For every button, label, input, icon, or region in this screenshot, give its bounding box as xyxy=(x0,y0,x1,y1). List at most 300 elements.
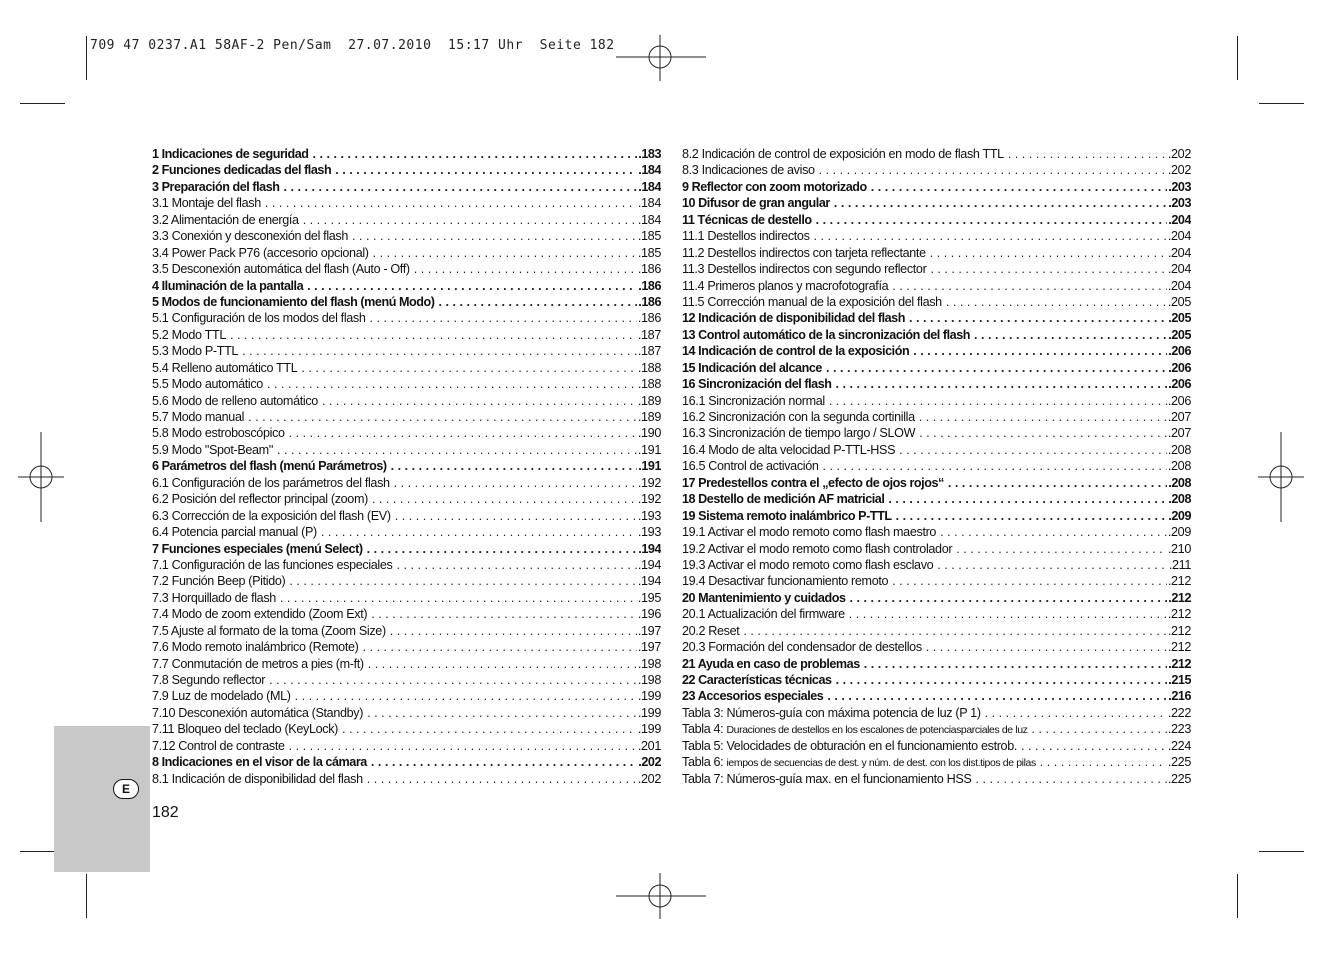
toc-dot-leader xyxy=(242,343,637,359)
toc-entry-title: 8.1 Indicación de disponibilidad del flash xyxy=(152,771,363,786)
toc-entry-title: 3.3 Conexión y desconexión del flash xyxy=(152,229,349,244)
toc-entry-page: .201 xyxy=(637,738,661,753)
toc-entry-title: Tabla 6: xyxy=(682,755,727,770)
toc-entry-page: .206 xyxy=(1168,344,1191,359)
toc-dot-leader xyxy=(930,245,1167,261)
toc-entry-title: 7.10 Desconexión automática (Standby) xyxy=(152,705,364,720)
toc-entry-title: 8.3 Indicaciones de aviso xyxy=(682,163,815,178)
toc-dot-leader xyxy=(371,754,637,770)
toc-dot-leader xyxy=(948,475,1167,491)
toc-entry-page: .223 xyxy=(1167,722,1191,737)
toc-entry-page: .191 xyxy=(638,459,661,474)
toc-entry[interactable] xyxy=(682,195,1191,211)
toc-entry-page: .208 xyxy=(1168,492,1191,507)
toc-entry-title: 16.2 Sincronización con la segunda cortinilla xyxy=(682,410,915,424)
toc-entry-page: .225 xyxy=(1167,771,1191,786)
toc-dot-leader xyxy=(937,557,1168,573)
toc-entry-page: .197 xyxy=(637,623,661,638)
toc-dot-leader xyxy=(301,360,636,376)
toc-entry[interactable] xyxy=(152,294,661,310)
toc-dot-leader xyxy=(397,557,637,573)
toc-entry-title: 5.3 Modo P-TTL xyxy=(152,344,239,359)
toc-dot-leader xyxy=(985,705,1167,721)
toc-dot-leader xyxy=(899,442,1167,458)
toc-dot-leader xyxy=(370,310,637,326)
toc-entry-page: .211 xyxy=(1168,557,1191,572)
toc-entry-page: .188 xyxy=(637,377,661,392)
toc-entry[interactable] xyxy=(152,393,661,409)
toc-entry-title: 8 Indicaciones en el visor de la cámara xyxy=(152,755,367,770)
toc-entry-title: 19.4 Desactivar funcionamiento remoto xyxy=(682,574,889,589)
toc-entry[interactable] xyxy=(152,524,661,540)
toc-entry-title: 3.5 Desconexión automática del flash (Auto - Off) xyxy=(152,262,410,277)
toc-dot-leader xyxy=(849,606,1167,622)
toc-entry-page: .184 xyxy=(638,179,661,194)
toc-dot-leader xyxy=(871,179,1168,195)
toc-dot-leader xyxy=(230,327,637,343)
toc-entry-page: .198 xyxy=(637,673,661,687)
toc-entry-title: 4 Iluminación de la pantalla xyxy=(152,278,304,293)
toc-column-left xyxy=(152,146,661,787)
toc-dot-leader xyxy=(836,672,1168,688)
toc-entry-page: .209 xyxy=(1168,508,1191,523)
toc-entry[interactable] xyxy=(682,245,1191,261)
toc-entry-page: .202 xyxy=(1167,163,1191,178)
toc-entry-title-small: iempos de secuencias de dest. y núm. de dest. con los dist.tipos de pilas xyxy=(726,757,1036,770)
toc-entry[interactable] xyxy=(152,425,661,441)
toc-entry[interactable] xyxy=(682,508,1191,524)
toc-entry-title: 20 Mantenimiento y cuidados xyxy=(682,590,846,605)
toc-entry-title: 5 Modos de funcionamiento del flash (menú Modo) xyxy=(152,294,435,309)
toc-dot-leader xyxy=(919,409,1167,425)
toc-entry[interactable] xyxy=(152,162,661,178)
toc-entry[interactable] xyxy=(152,261,661,277)
toc-entry-page: .193 xyxy=(637,508,661,523)
toc-entry-title: 16.5 Control de activación xyxy=(682,459,819,474)
toc-dot-leader xyxy=(974,327,1167,343)
toc-entry-title: Tabla 5: Velocidades de obturación en el funcionamiento estrob. xyxy=(682,738,1018,753)
toc-dot-leader xyxy=(362,639,636,655)
toc-entry[interactable] xyxy=(152,343,661,359)
toc-dot-leader xyxy=(930,261,1166,277)
toc-entry-title: 22 Características técnicas xyxy=(682,673,832,687)
toc-entry[interactable] xyxy=(682,590,1191,606)
toc-dot-leader xyxy=(371,606,637,622)
toc-entry[interactable] xyxy=(682,376,1191,392)
toc-dot-leader xyxy=(335,162,637,178)
toc-entry[interactable] xyxy=(152,771,661,787)
toc-entry[interactable] xyxy=(682,425,1191,441)
toc-entry-page: .215 xyxy=(1168,673,1191,687)
toc-entry-title: 17 Predestellos contra el „efecto de ojos rojos“ xyxy=(682,475,944,490)
toc-entry-page: .212 xyxy=(1167,574,1191,589)
toc-dot-leader xyxy=(303,212,637,228)
toc-dot-leader xyxy=(819,162,1167,178)
toc-dot-leader xyxy=(439,294,638,310)
toc-entry-title: 19.3 Activar el modo remoto como flash esclavo xyxy=(682,557,934,572)
toc-entry-page: .212 xyxy=(1167,640,1191,655)
toc-entry[interactable] xyxy=(152,721,661,737)
toc-entry-page: .194 xyxy=(637,557,661,572)
toc-dot-leader xyxy=(1021,738,1167,754)
toc-entry[interactable] xyxy=(682,721,1191,737)
toc-entry[interactable] xyxy=(152,688,661,704)
toc-dot-leader xyxy=(307,278,637,294)
toc-entry[interactable] xyxy=(682,212,1191,228)
toc-entry-page: .192 xyxy=(637,475,661,490)
toc-entry-title: 11.1 Destellos indirectos xyxy=(682,229,810,244)
toc-entry-page: .225 xyxy=(1167,755,1191,770)
toc-entry[interactable] xyxy=(682,409,1191,425)
toc-dot-leader xyxy=(342,721,637,737)
toc-entry[interactable] xyxy=(152,672,661,688)
toc-entry-page: .188 xyxy=(637,360,661,375)
toc-dot-leader xyxy=(896,508,1168,524)
toc-entry-title: 3 Preparación del flash xyxy=(152,179,280,194)
toc-entry-page: .184 xyxy=(637,196,661,211)
toc-entry-page: .199 xyxy=(637,722,661,737)
toc-entry[interactable] xyxy=(152,639,661,655)
toc-entry-page: .210 xyxy=(1167,541,1191,556)
toc-entry[interactable] xyxy=(152,738,661,754)
toc-entry-page: .186 xyxy=(638,278,661,293)
toc-entry-title: 18 Destello de medición AF matricial xyxy=(682,492,885,507)
toc-entry-page: .206 xyxy=(1168,377,1191,392)
toc-entry[interactable] xyxy=(682,393,1191,409)
toc-entry-page: .205 xyxy=(1167,294,1191,309)
toc-entry-title: Tabla 7: Números-guía max. en el funcionamiento HSS xyxy=(682,771,972,786)
toc-entry[interactable] xyxy=(152,409,661,425)
toc-entry-page: .191 xyxy=(637,442,661,457)
toc-dot-leader xyxy=(892,573,1167,589)
toc-entry-page: .202 xyxy=(1167,147,1191,161)
toc-entry[interactable] xyxy=(152,228,661,244)
toc-entry-page: .212 xyxy=(1167,623,1191,638)
toc-entry-title: 6.4 Potencia parcial manual (P) xyxy=(152,525,317,540)
toc-dot-leader xyxy=(834,195,1167,211)
toc-entry-title: 7.1 Configuración de las funciones especiales xyxy=(152,557,393,572)
toc-entry-title: 7.6 Modo remoto inalámbrico (Remote) xyxy=(152,640,359,655)
toc-entry-title: 16 Sincronización del flash xyxy=(682,377,832,392)
language-side-tab xyxy=(54,726,150,872)
toc-entry-page: .212 xyxy=(1167,607,1191,622)
toc-entry-page: .199 xyxy=(637,705,661,720)
toc-entry-page: .197 xyxy=(637,640,661,655)
toc-entry-title-group xyxy=(682,721,1028,737)
toc-dot-leader xyxy=(289,738,637,754)
toc-entry-page: .187 xyxy=(637,344,661,359)
toc-entry[interactable] xyxy=(682,343,1191,359)
toc-dot-leader xyxy=(913,343,1167,359)
toc-entry-page: .208 xyxy=(1167,459,1191,474)
toc-entry-title: 7.4 Modo de zoom extendido (Zoom Ext) xyxy=(152,607,368,622)
toc-entry-page: .212 xyxy=(1168,656,1191,671)
toc-entry-title: 6.3 Corrección de la exposición del flash (EV) xyxy=(152,508,391,523)
toc-entry-page: .190 xyxy=(637,426,661,441)
toc-entry-page: .206 xyxy=(1168,360,1191,375)
toc-entry[interactable] xyxy=(682,738,1191,754)
crop-mark xyxy=(86,36,87,80)
toc-entry[interactable] xyxy=(682,261,1191,277)
toc-entry-page: .224 xyxy=(1167,738,1191,753)
toc-entry[interactable] xyxy=(682,327,1191,343)
page-number: 182 xyxy=(152,804,179,821)
toc-entry[interactable] xyxy=(682,146,1191,162)
toc-entry[interactable] xyxy=(682,278,1191,294)
toc-entry[interactable] xyxy=(682,228,1191,244)
toc-dot-leader xyxy=(295,688,637,704)
toc-dot-leader xyxy=(975,771,1166,787)
toc-entry[interactable] xyxy=(152,245,661,261)
toc-entry[interactable] xyxy=(682,179,1191,195)
toc-entry[interactable] xyxy=(682,656,1191,672)
print-header: 709 47 0237.A1 58AF-2 Pen/Sam 27.07.2010 15:17 Uhr Seite 182 xyxy=(90,38,615,53)
toc-entry-page: .186 xyxy=(637,311,661,326)
toc-dot-leader xyxy=(888,491,1167,507)
toc-entry-page: .204 xyxy=(1167,229,1191,244)
toc-entry[interactable] xyxy=(152,195,661,211)
toc-entry-title: 19.2 Activar el modo remoto como flash controlador xyxy=(682,541,953,556)
toc-entry-title: 9 Reflector con zoom motorizado xyxy=(682,179,867,194)
toc-entry-page: .205 xyxy=(1168,311,1191,326)
toc-entry-title: 5.1 Configuración de los modos del flash xyxy=(152,311,366,326)
toc-entry-page: .205 xyxy=(1168,327,1191,342)
crop-mark xyxy=(86,874,87,918)
toc-entry-page: .216 xyxy=(1168,689,1191,704)
toc-entry[interactable] xyxy=(682,573,1191,589)
toc-entry[interactable] xyxy=(152,508,661,524)
toc-entry-page: .204 xyxy=(1167,245,1191,260)
toc-dot-leader xyxy=(367,771,637,787)
crop-mark xyxy=(1237,874,1238,918)
toc-entry[interactable] xyxy=(152,360,661,376)
toc-entry[interactable] xyxy=(682,475,1191,491)
toc-dot-leader xyxy=(267,376,637,392)
toc-entry[interactable] xyxy=(682,294,1191,310)
toc-entry-title: 11.2 Destellos indirectos con tarjeta reflectante xyxy=(682,245,926,260)
toc-entry-title: 6.1 Configuración de los parámetros del flash xyxy=(152,475,390,490)
toc-entry-title: 19.1 Activar el modo remoto como flash maestro xyxy=(682,525,937,540)
toc-entry[interactable] xyxy=(152,656,661,672)
toc-entry-page: .183 xyxy=(638,147,661,161)
registration-mark-bottom xyxy=(616,873,706,919)
toc-entry[interactable] xyxy=(682,623,1191,639)
toc-entry-page: .198 xyxy=(637,656,661,671)
toc-entry-title: 2 Funciones dedicadas del flash xyxy=(152,163,332,178)
registration-mark-left xyxy=(18,432,64,522)
toc-entry[interactable] xyxy=(152,475,661,491)
toc-entry-title: 7.7 Conmutación de metros a pies (m-ft) xyxy=(152,656,364,671)
toc-entry-page: .209 xyxy=(1167,525,1191,540)
toc-entry-title-small: Duraciones de destellos en los escalones de potenciasparciales de luz xyxy=(726,724,1028,737)
toc-entry-title: 21 Ayuda en caso de problemas xyxy=(682,656,860,671)
toc-entry-title: 20.2 Reset xyxy=(682,623,740,638)
toc-entry-page: .185 xyxy=(637,245,661,260)
toc-entry-title: 16.3 Sincronización de tiempo largo / SLOW xyxy=(682,426,916,441)
toc-entry[interactable] xyxy=(682,606,1191,622)
toc-entry-page: .189 xyxy=(637,393,661,408)
toc-entry[interactable] xyxy=(152,278,661,294)
toc-entry[interactable] xyxy=(682,688,1191,704)
toc-entry[interactable] xyxy=(682,524,1191,540)
toc-dot-leader xyxy=(892,278,1167,294)
toc-entry-title: 20.1 Actualización del firmware xyxy=(682,607,845,622)
toc-entry[interactable] xyxy=(682,162,1191,178)
toc-dot-leader xyxy=(313,146,638,162)
registration-mark-right xyxy=(1258,432,1304,522)
toc-entry-title: 11.4 Primeros planos y macrofotografía xyxy=(682,278,889,293)
toc-dot-leader xyxy=(289,425,637,441)
toc-entry-title: 7.5 Ajuste al formato de la toma (Zoom Size) xyxy=(152,623,386,638)
toc-entry[interactable] xyxy=(152,442,661,458)
toc-dot-leader xyxy=(814,228,1167,244)
toc-entry-title: 16.1 Sincronización normal xyxy=(682,393,825,408)
toc-entry[interactable] xyxy=(682,754,1191,770)
toc-dot-leader xyxy=(390,623,637,639)
toc-entry-title: Tabla 3: Números-guía con máxima potencia de luz (P 1) xyxy=(682,705,981,720)
toc-entry[interactable] xyxy=(152,491,661,507)
toc-entry-page: .184 xyxy=(638,163,661,178)
toc-entry-page: .193 xyxy=(637,525,661,540)
toc-dot-leader xyxy=(826,360,1167,376)
toc-entry-page: .196 xyxy=(637,607,661,622)
language-badge: E xyxy=(113,779,139,799)
toc-entry-page: .186 xyxy=(638,294,661,309)
toc-entry-title: 5.2 Modo TTL xyxy=(152,327,226,342)
toc-dot-leader xyxy=(269,672,637,688)
toc-entry-title: 19 Sistema remoto inalámbrico P-TTL xyxy=(682,508,892,523)
toc-entry[interactable] xyxy=(152,327,661,343)
toc-dot-leader xyxy=(277,442,637,458)
toc-entry[interactable] xyxy=(152,754,661,770)
toc-dot-leader xyxy=(940,524,1167,540)
toc-dot-leader xyxy=(926,639,1167,655)
toc-entry[interactable] xyxy=(682,491,1191,507)
toc-entry[interactable] xyxy=(152,212,661,228)
toc-entry-title: 7.8 Segundo reflector xyxy=(152,673,266,687)
toc-dot-leader xyxy=(909,310,1167,326)
crop-mark xyxy=(20,103,65,104)
toc-dot-leader xyxy=(395,508,637,524)
toc-entry[interactable] xyxy=(682,557,1191,573)
toc-dot-leader xyxy=(827,688,1167,704)
toc-entry-title: 11 Técnicas de destello xyxy=(682,212,812,227)
toc-dot-leader xyxy=(394,475,637,491)
toc-entry-page: .194 xyxy=(637,574,661,589)
toc-entry-title: 7.12 Control de contraste xyxy=(152,738,285,753)
toc-entry-page: .207 xyxy=(1167,410,1191,424)
toc-dot-leader xyxy=(816,212,1168,228)
toc-dot-leader xyxy=(864,656,1167,672)
toc-entry-title: 7 Funciones especiales (menú Select) xyxy=(152,541,363,556)
toc-entry-title: 10 Difusor de gran angular xyxy=(682,196,830,211)
toc-entry-page: .194 xyxy=(638,541,661,556)
toc-entry[interactable] xyxy=(152,310,661,326)
toc-dot-leader xyxy=(280,590,637,606)
toc-entry[interactable] xyxy=(682,541,1191,557)
toc-dot-leader xyxy=(836,376,1168,392)
toc-dot-leader xyxy=(372,491,637,507)
toc-entry-title: 14 Indicación de control de la exposición xyxy=(682,344,910,359)
crop-mark xyxy=(1259,103,1304,104)
toc-entry-title: 6 Parámetros del flash (menú Parámetros) xyxy=(152,459,387,474)
toc-entry[interactable] xyxy=(682,360,1191,376)
toc-entry-page: .222 xyxy=(1167,705,1191,720)
toc-dot-leader xyxy=(1040,754,1167,770)
toc-dot-leader xyxy=(414,261,637,277)
toc-entry-page: .202 xyxy=(637,771,661,786)
toc-dot-leader xyxy=(823,458,1167,474)
toc-entry-title: 12 Indicación de disponibilidad del flash xyxy=(682,311,905,326)
toc-dot-leader xyxy=(248,409,637,425)
toc-entry-title: 16.4 Modo de alta velocidad P-TTL-HSS xyxy=(682,442,896,457)
toc-entry[interactable] xyxy=(152,606,661,622)
toc-dot-leader xyxy=(956,541,1167,557)
toc-dot-leader xyxy=(352,228,637,244)
toc-dot-leader xyxy=(321,524,637,540)
toc-entry[interactable] xyxy=(152,573,661,589)
toc-entry[interactable] xyxy=(682,639,1191,655)
toc-entry-page: .192 xyxy=(637,492,661,507)
toc-entry-title: 5.7 Modo manual xyxy=(152,410,245,424)
toc-dot-leader xyxy=(1008,146,1167,162)
registration-mark-top xyxy=(616,35,706,81)
toc-entry-page: .206 xyxy=(1167,393,1191,408)
toc-entry[interactable] xyxy=(152,623,661,639)
toc-dot-leader xyxy=(289,573,637,589)
toc-dot-leader xyxy=(919,425,1167,441)
toc-entry-page: .202 xyxy=(638,755,661,770)
toc-entry-page: .195 xyxy=(637,590,661,605)
toc-entry[interactable] xyxy=(682,672,1191,688)
toc-entry[interactable] xyxy=(152,541,661,557)
toc-entry[interactable] xyxy=(682,310,1191,326)
toc-entry[interactable] xyxy=(152,590,661,606)
toc-entry-title: 11.3 Destellos indirectos con segundo reflector xyxy=(682,262,927,277)
toc-entry-page: .204 xyxy=(1168,212,1191,227)
toc-entry-page: .189 xyxy=(637,410,661,424)
toc-entry-title: 5.5 Modo automático xyxy=(152,377,263,392)
toc-entry-page: .212 xyxy=(1168,590,1191,605)
toc-dot-leader xyxy=(367,705,637,721)
toc-dot-leader xyxy=(743,623,1166,639)
toc-column-right xyxy=(682,146,1191,787)
toc-entry[interactable] xyxy=(152,179,661,195)
toc-entry[interactable] xyxy=(152,146,661,162)
toc-dot-leader xyxy=(368,656,637,672)
toc-entry[interactable] xyxy=(682,705,1191,721)
toc-entry-title: 7.3 Horquillado de flash xyxy=(152,590,276,605)
toc-dot-leader xyxy=(373,245,637,261)
toc-entry[interactable] xyxy=(682,458,1191,474)
toc-entry[interactable] xyxy=(682,771,1191,787)
toc-entry-page: .208 xyxy=(1167,442,1191,457)
toc-entry[interactable] xyxy=(152,376,661,392)
toc-entry-page: .203 xyxy=(1168,196,1191,211)
toc-entry[interactable] xyxy=(152,557,661,573)
toc-entry-title: 1 Indicaciones de seguridad xyxy=(152,147,309,161)
toc-dot-leader xyxy=(850,590,1168,606)
toc-entry[interactable] xyxy=(152,705,661,721)
toc-dot-leader xyxy=(367,541,638,557)
toc-dot-leader xyxy=(284,179,638,195)
toc-entry[interactable] xyxy=(682,442,1191,458)
toc-entry-title-group xyxy=(682,754,1036,770)
toc-entry[interactable] xyxy=(152,458,661,474)
toc-entry-title: Tabla 4: xyxy=(682,722,727,737)
toc-entry-title: 7.2 Función Beep (Pitido) xyxy=(152,574,286,589)
toc-entry-title: 6.2 Posición del reflector principal (zoom) xyxy=(152,492,368,507)
